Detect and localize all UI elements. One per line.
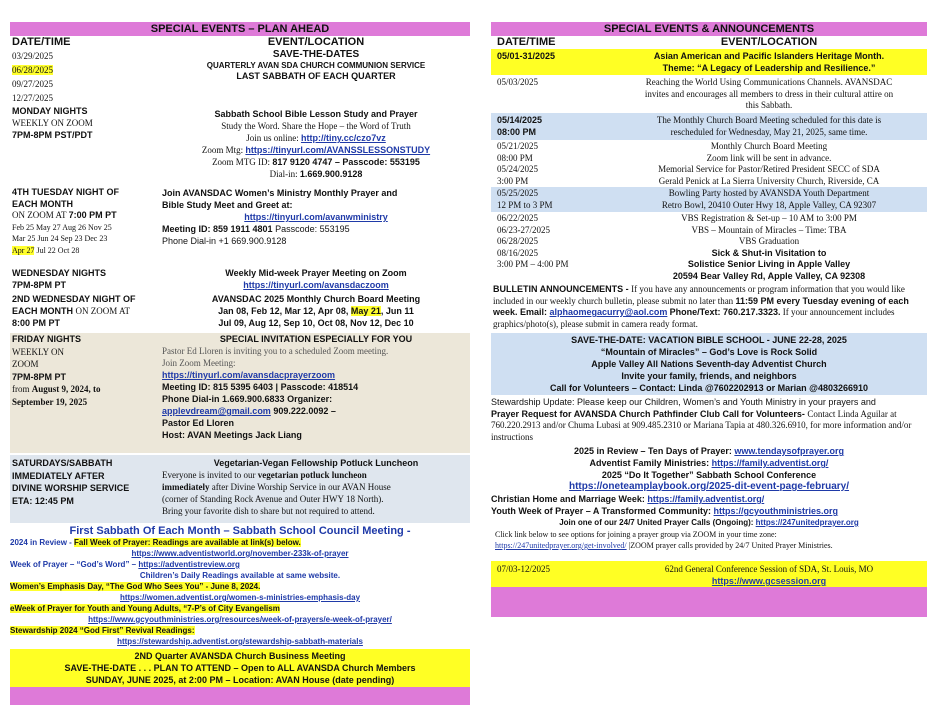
home-label: Christian Home and Marriage Week: [491, 494, 648, 504]
potluck-l2b: after Divine Worship Service in our AVAN House [209, 482, 391, 492]
monday-dial-label: Dial-in: [269, 169, 300, 179]
shutin-date: 08/16/2025 [497, 247, 539, 258]
communion-when: LAST SABBATH OF EACH QUARTER [236, 71, 396, 81]
week-of-prayer-label: Week of Prayer – “God’s Word” – [10, 560, 139, 569]
more-links [491, 493, 927, 529]
resched-date: 05/14/2025 [497, 115, 543, 125]
shutin-row [491, 248, 927, 283]
tendays-link[interactable]: www.tendaysofprayer.org [734, 446, 845, 456]
bowling-l1: Bowling Party hosted by AVANSDA Youth Department [668, 188, 870, 198]
friday-email[interactable]: applevdream@gmail.com [162, 406, 271, 416]
vbs-l3: Apple Valley All Nations Seventh-day Adventist Church [591, 359, 827, 369]
right-footer-band [491, 587, 927, 617]
friday-end: September 19, 2025 [12, 396, 88, 407]
gc-row [491, 561, 927, 587]
oneteam-link[interactable]: https://oneteamplaybook.org/2025-dit-event-page-february/ [568, 481, 850, 492]
bulletin-email[interactable]: alphaomegacurry@aol.com [549, 307, 668, 317]
communion-date: 06/28/2025 [12, 65, 54, 75]
bowling-l2: Retro Bowl, 20410 Outer Hwy 18, Apple Valley, CA 92307 [661, 199, 877, 210]
gcyouth-link[interactable]: https://www.gcyouthministries.org/resources/week-of-prayers/e-week-of-prayer/ [88, 615, 392, 624]
right-title: SPECIAL EVENTS & ANNOUNCEMENTS [491, 22, 927, 36]
board-resched-row [491, 113, 927, 140]
event-date: 06/28/2025 [497, 236, 539, 246]
comm-row [491, 75, 927, 113]
family-link[interactable]: https://family.adventist.org/ [711, 458, 829, 468]
tuesday-d1: 4TH TUESDAY NIGHT OF [12, 187, 120, 197]
friday-start: August 9, 2024, to [31, 384, 101, 394]
event-date: 3:00 PM [497, 175, 529, 186]
event-date: 05/24/2025 [497, 164, 539, 174]
friday-d2: WEEKLY ON [12, 346, 65, 357]
board-title: AVANSDAC 2025 Monthly Church Board Meeting [211, 294, 421, 304]
bulletin-block [491, 284, 927, 330]
shutin-l2: Solistice Senior Living in Apple Valley [687, 259, 851, 269]
bulletin-text: If you have any announcements or program information that you would like included in our weekly church bulletin, please submit no later than [493, 284, 905, 306]
wednesday-d2: 7PM-8PM PT [12, 280, 67, 290]
involved-link[interactable]: https://247unitedprayer.org/get-involved/ [495, 541, 627, 550]
monday-join-label: Join us online: [246, 133, 301, 143]
aapi-l2: Theme: “A Legacy of Leadership and Resilience.” [662, 63, 876, 73]
board-d3: 8:00 PM PT [12, 318, 61, 328]
friday-from: from [12, 384, 32, 394]
gc-link[interactable]: https://www.gcsession.org [711, 576, 827, 586]
monday-d3: 7PM-8PM PST/PDT [12, 130, 93, 140]
right-column [491, 22, 927, 617]
left-title: SPECIAL EVENTS – PLAN AHEAD [10, 22, 470, 36]
friday-l6: Pastor Ed Lloren [162, 418, 235, 428]
review-label: 2024 in Review - [10, 538, 75, 547]
involved-note: |ZOOM prayer calls provided by 24/7 United Prayer Ministries. [626, 541, 833, 550]
friday-l7: Host: AVAN Meetings Jack Liang [162, 430, 302, 440]
potluck-l3: (corner of Standing Rock Avenue and Outer HWY 18 North). [162, 494, 384, 504]
communion-row [10, 49, 470, 105]
bowling-date: 05/25/2025 [497, 188, 539, 198]
women-link[interactable]: https://women.adventist.org/women-s-ministries-emphasis-day [119, 593, 361, 602]
vbs-l1: SAVE-THE-DATE: VACATION BIBLE SCHOOL - JUNE 22-28, 2025 [571, 335, 847, 345]
wednesday-d1: WEDNESDAY NIGHTS [12, 268, 107, 278]
event-desc: Zoom link will be sent in advance. [706, 152, 832, 163]
potluck-d3: DIVINE WORSHIP SERVICE [12, 483, 130, 493]
tuesday-highlight-date: Apr 27 [12, 245, 35, 255]
board-d2a: EACH MONTH [12, 306, 76, 316]
adventistreview-link[interactable]: https://adventistreview.org [138, 560, 240, 569]
monday-row [10, 105, 470, 187]
comm-l1: Reaching the World Using Communications Channels. AVANSDAC [645, 77, 893, 87]
shutin-l1: Sick & Shut-in Visitation to [711, 247, 827, 258]
stewardship-label: Stewardship 2024 “God First” Revival Readings: [10, 626, 195, 635]
aapi-date: 05/01-31/2025 [497, 51, 556, 61]
zoom-block [491, 529, 927, 551]
bulletin-phone: Phone/Text: 760.217.3323. [669, 307, 781, 317]
event-desc: VBS Registration & Set-up – 10 AM to 3:00 PM [681, 213, 857, 223]
tuesday-d2: EACH MONTH [12, 198, 73, 209]
tuesday-row [10, 187, 470, 267]
friday-d1: FRIDAY NIGHTS [12, 334, 82, 344]
adventistworld-link[interactable]: https://www.adventistworld.org/november-233k-of-prayer [131, 549, 349, 558]
eweek-prayer: eWeek of Prayer for Youth and Young Adults, “7-P’s of City Evangelism [10, 604, 280, 613]
left-footer-band [10, 687, 470, 705]
potluck-l2a: immediately [162, 482, 210, 492]
business-l2: SAVE-THE-DATE . . . PLAN TO ATTEND – Open to ALL AVANSDA Church Members [64, 663, 416, 673]
board-d2b: ON ZOOM AT [75, 306, 131, 316]
comm-date: 05/03/2025 [497, 77, 539, 87]
monday-d2: WEEKLY ON ZOOM [12, 118, 93, 128]
tuesday-d3a: ON ZOOM AT [12, 210, 69, 220]
potluck-title: Vegetarian-Vegan Fellowship Potluck Luncheon [213, 458, 419, 468]
bulletin-note: If your announcement includes graphics/photo(s), please submit in camera ready format. [493, 307, 895, 329]
womens-day: Women’s Emphasis Day, “The God Who Sees You” - June 8, 2024. [10, 582, 261, 591]
home-link[interactable]: https://family.adventist.org/ [647, 494, 765, 504]
fall-week-prayer: Fall Week of Prayer: Readings are available at link(s) below. [74, 538, 301, 547]
event-desc: Memorial Service for Pastor/Retired President SECC of SDA [658, 164, 880, 174]
wednesday-row [10, 267, 470, 293]
communion-title: QUARTERLY AVAN SDA CHURCH COMMUNION SERVICE [206, 61, 426, 70]
business-block [10, 649, 470, 687]
vbs-block [491, 333, 927, 395]
event-desc: Monthly Church Board Meeting [710, 141, 828, 151]
doit-title: 2025 “Do It Together” Sabbath School Conference [601, 470, 817, 480]
event-date: 08:00 PM [497, 152, 533, 163]
tuesday-mid: Meeting ID: 859 1911 4801 [162, 224, 273, 234]
board-dates: Jan 08, Feb 12, Mar 12, Apr 08, [218, 306, 351, 316]
childrens-readings: Children’s Daily Readings available at same website. [139, 571, 341, 580]
resched-time: 08:00 PM [497, 127, 537, 137]
tuesday-t1: Join AVANSDAC Women’s Ministry Monthly Prayer and [162, 188, 398, 198]
links-block [491, 445, 927, 493]
friday-phone: 909.222.0092 – [270, 406, 336, 416]
comm-l2: invites and encourages all members to dress in their cultural attire on [644, 88, 894, 99]
family-label: Adventist Family Ministries: [589, 458, 712, 468]
events-list-2 [491, 212, 927, 248]
friday-l1: Pastor Ed Lloren is inviting you to a scheduled Zoom meeting. [162, 346, 389, 356]
friday-l3: Meeting ID: 815 5395 6403 | Passcode: 418514 [162, 382, 359, 392]
tuesday-dates: Jul 22 Oct 28 [34, 245, 80, 255]
potluck-d1: SATURDAYS/SABBATH [12, 458, 113, 468]
right-col-date: DATE/TIME [497, 36, 556, 48]
bulletin-deadline: 11:59 PM every Tuesday evening of each week. Email: [493, 295, 909, 317]
vbs-l4: Invite your family, friends, and neighbors [621, 371, 797, 381]
event-desc: Gerald Penick at La Sierra University Church, Riverside, CA [658, 175, 880, 186]
right-header-row [491, 36, 927, 49]
communion-date: 03/29/2025 [12, 51, 54, 61]
bulletin-label: BULLETIN ANNOUNCEMENTS - [493, 284, 632, 294]
communion-date: 12/27/2025 [12, 93, 54, 103]
wednesday-title: Weekly Mid-week Prayer Meeting on Zoom [225, 268, 407, 278]
shutin-time: 3:00 PM – 4:00 PM [497, 259, 569, 269]
united-link[interactable]: https://247unitedprayer.org [755, 518, 859, 527]
gc-l1: 62nd General Conference Session of SDA, St. Louis, MO [664, 564, 874, 574]
vbs-l2: “Mountain of Miracles” – God’s Love is Rock Solid [600, 347, 818, 357]
friday-l2: Join Zoom Meeting: [162, 358, 236, 368]
friday-d4: 7PM-8PM PT [12, 371, 67, 382]
board-dates-2: Jul 09, Aug 12, Sep 10, Oct 08, Nov 12, Dec 10 [218, 318, 414, 328]
aapi-row [491, 49, 927, 75]
left-column [10, 22, 470, 705]
potluck-d4: ETA: 12:45 PM [12, 495, 74, 506]
bowling-row [491, 187, 927, 212]
potluck-l1a: Everyone is invited to our [162, 470, 258, 480]
comm-l3: this Sabbath. [745, 100, 793, 110]
pathfinder-text: Contact Linda Aguilar at 760.220.2913 and/or Chuma Lubasi at 909.485.2310 or Mariana Tapia at 480.326.6910, for more information and/or instructions [491, 408, 912, 442]
united-label: Join one of our 24/7 United Prayer Calls (Ongoing): [559, 518, 756, 527]
left-col-date: DATE/TIME [12, 36, 71, 48]
first-sabbath-title: First Sabbath Of Each Month – Sabbath School Council Meeting - [69, 525, 411, 537]
events-list-1 [491, 140, 927, 187]
board-d1: 2ND WEDNESDAY NIGHT OF [12, 294, 136, 304]
vbs-l5: Call for Volunteers – Contact: Linda @7602202913 or Marian @4803266910 [549, 383, 869, 393]
monday-id-label: Zoom MTG ID: [212, 157, 273, 167]
shutin-l3: 20594 Bear Valley Rd, Apple Valley, CA 92308 [672, 270, 866, 281]
friday-row [10, 333, 470, 453]
board-dates: , Jun 11 [380, 306, 414, 316]
monday-zoom-link[interactable]: https://tinyurl.com/AVANSSLESSONSTUDY [245, 145, 431, 155]
pathfinder-label: Prayer Request for AVANSDA Church Pathfinder Club Call for Volunteers- [491, 408, 808, 419]
tuesday-phone: Phone Dial-in +1 669.900.9128 [162, 236, 287, 246]
friday-d3: ZOOM [12, 359, 39, 369]
first-sabbath-block [10, 526, 470, 647]
potluck-l4: Bring your favorite dish to share but not required to attend. [162, 506, 375, 516]
steward-block [491, 397, 927, 443]
youth-label: Youth Week of Prayer – A Transformed Community: [491, 506, 714, 516]
business-l3: SUNDAY, JUNE 2025, at 2:00 PM – Location: AVAN House (date pending) [85, 675, 395, 685]
tuesday-dates: Feb 25 May 27 Aug 26 Nov 25 [12, 222, 112, 232]
event-date: 05/21/2025 [497, 141, 539, 151]
board-highlight-date: May 21 [350, 306, 381, 316]
event-date: 06/23-27/2025 [497, 224, 550, 235]
bowling-time: 12 PM to 3 PM [497, 199, 553, 210]
event-desc: VBS – Mountain of Miracles – Time: TBA [691, 224, 847, 235]
tuesday-passcode: Passcode: 553195 [272, 224, 350, 234]
potluck-d2: IMMEDIATELY AFTER [12, 470, 105, 481]
tuesday-t2: Bible Study Meet and Greet at: [162, 200, 293, 210]
communion-date: 09/27/2025 [12, 79, 54, 89]
wednesday-link[interactable]: https://tinyurl.com/avansdaczoom [243, 280, 389, 290]
monday-link[interactable]: http://tiny.cc/czo7vz [300, 133, 386, 143]
monday-zoom-label: Zoom Mtg: [201, 145, 246, 155]
communion-save: SAVE-THE-DATES [272, 49, 360, 60]
tuesday-dates: Mar 25 Jun 24 Sep 23 Dec 23 [12, 234, 108, 243]
resched-l2: rescheduled for Wednesday, May 21, 2025, same time. [670, 127, 868, 137]
friday-title: SPECIAL INVITATION ESPECIALLY FOR YOU [219, 334, 413, 344]
monday-dial: 1.669.900.9128 [299, 169, 363, 179]
left-header-row [10, 36, 470, 49]
potluck-row [10, 455, 470, 523]
right-col-event: EVENT/LOCATION [720, 36, 818, 48]
tuesday-time: 7:00 PM PT [68, 210, 117, 220]
left-col-event: EVENT/LOCATION [267, 36, 365, 48]
friday-link[interactable]: https://tinyurl.com/avansdacprayerzoom [162, 370, 336, 380]
steward-update: Stewardship Update: Please keep our Children, Women’s and Youth Ministry in your prayers and [491, 397, 876, 407]
gc-date: 07/03-12/2025 [497, 564, 550, 574]
event-desc: VBS Graduation [738, 236, 800, 246]
aapi-l1: Asian American and Pacific Islanders Heritage Month. [653, 51, 885, 61]
review-label: 2025 in Review – Ten Days of Prayer: [573, 446, 735, 456]
click-text: Click link below to see options for joining a prayer group via ZOOM in your time zone: [495, 530, 777, 539]
potluck-l1b: vegetarian potluck luncheon [257, 470, 367, 480]
monday-d1: MONDAY NIGHTS [12, 106, 88, 116]
event-date: 06/22/2025 [497, 213, 539, 223]
youth-link[interactable]: https://gcyouthministries.org [713, 506, 839, 516]
stewardship-link[interactable]: https://stewardship.adventist.org/stewardship-sabbath-materials [117, 637, 363, 646]
resched-l1: The Monthly Church Board Meeting scheduled for this date is [656, 115, 882, 125]
tuesday-link[interactable]: https://tinyurl.com/avanwministry [244, 212, 388, 222]
monday-id: 817 9120 4747 – Passcode: 553195 [272, 157, 420, 167]
board-row [10, 293, 470, 333]
monday-l1: Study the Word. Share the Hope – the Word of Truth [221, 121, 411, 131]
friday-l4: Phone Dial-in 1.669.900.6833 Organizer: [162, 394, 333, 404]
monday-title: Sabbath School Bible Lesson Study and Prayer [214, 109, 418, 119]
business-l1: 2ND Quarter AVANSDA Church Business Meeting [134, 651, 346, 661]
